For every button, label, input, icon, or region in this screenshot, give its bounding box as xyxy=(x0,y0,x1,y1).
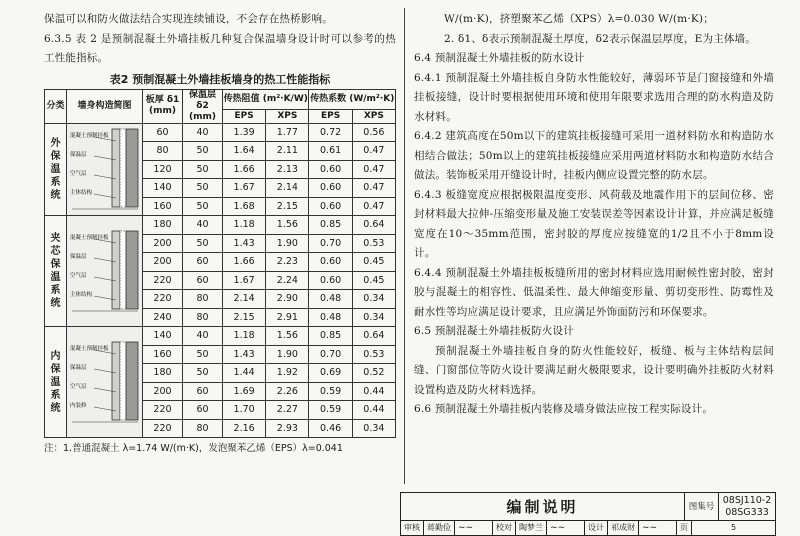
coef-xps-cell: 0.53 xyxy=(352,345,395,364)
thickness-cell: 180 xyxy=(143,364,183,383)
coef-xps-cell: 0.47 xyxy=(352,142,395,161)
resistance-eps-cell: 1.67 xyxy=(223,179,266,198)
col-sketch: 墙身构造简图 xyxy=(67,89,143,123)
sketch-label: 内装修 xyxy=(69,402,87,409)
sketch-label: 保温层 xyxy=(69,364,87,371)
insulation-cell: 40 xyxy=(183,327,223,346)
insulation-cell: 50 xyxy=(183,197,223,216)
sketch-label: 保温层 xyxy=(69,253,87,260)
reviewer-signature: ~~ xyxy=(455,521,493,535)
sub-xps: XPS xyxy=(266,109,309,123)
section-6-6: 6.6 预制混凝土外墙挂板内装修及墙身做法应按工程实际设计。 xyxy=(414,403,714,415)
resistance-xps-cell: 2.24 xyxy=(266,271,309,290)
coef-eps-cell: 0.72 xyxy=(309,123,352,142)
left-column xyxy=(44,10,396,456)
sketch-label: 主体结构 xyxy=(69,189,92,196)
insulation-cell: 40 xyxy=(183,216,223,235)
coef-xps-cell: 0.44 xyxy=(352,382,395,401)
category-char: 保 xyxy=(50,259,61,270)
paragraph-6-3-5: 6.3.5 表 2 是预制混凝土外墙挂板几种复合保温墙身设计时可以参考的热工性能指标。 xyxy=(44,32,396,64)
sketch-label: 保温层 xyxy=(69,151,87,158)
sketch-label: 混凝土预制挂板 xyxy=(69,234,109,241)
coef-xps-cell: 0.64 xyxy=(352,327,395,346)
col-coefficient: 传热系数 (W/m²·K) xyxy=(309,89,396,109)
resistance-eps-cell: 1.43 xyxy=(223,345,266,364)
col-insulation: 保温层 δ2 (mm) xyxy=(183,89,223,123)
atlas-number: 08SJ110-2 08SG333 xyxy=(722,495,772,518)
section-6-5: 6.5 预制混凝土外墙挂板防火设计 xyxy=(414,325,574,337)
coef-eps-cell: 0.60 xyxy=(309,271,352,290)
thickness-cell: 200 xyxy=(143,234,183,253)
coef-xps-cell: 0.44 xyxy=(352,401,395,420)
coef-xps-cell: 0.64 xyxy=(352,216,395,235)
resistance-eps-cell: 1.39 xyxy=(223,123,266,142)
coef-eps-cell: 0.60 xyxy=(309,197,352,216)
column-divider xyxy=(404,8,405,484)
resistance-eps-cell: 2.16 xyxy=(223,419,266,438)
resistance-xps-cell: 1.90 xyxy=(266,234,309,253)
col-resistance: 传热阻值 (m²·K/W) xyxy=(223,89,309,109)
insulation-cell: 50 xyxy=(183,160,223,179)
right-column xyxy=(414,10,774,420)
wall-section-sketch xyxy=(68,338,142,424)
category-char: 保 xyxy=(50,150,61,162)
table-row xyxy=(45,216,396,235)
sketch-label: 空气层 xyxy=(69,170,87,177)
resistance-xps-cell: 1.92 xyxy=(266,364,309,383)
note-continuation: W/(m·K)，挤塑聚苯乙烯（XPS）λ=0.030 W/(m·K)； xyxy=(444,13,714,25)
table-note: 注：1.普通混凝土 λ=1.74 W/(m·K)，发泡聚苯乙烯（EPS）λ=0.041 xyxy=(44,443,343,454)
insulation-cell: 60 xyxy=(183,271,223,290)
sketch-label: 混凝土预制挂板 xyxy=(69,345,109,352)
coef-eps-cell: 0.60 xyxy=(309,253,352,272)
table-row xyxy=(45,123,396,142)
category-char: 夹 xyxy=(50,233,61,244)
section-6-5-body: 预制混凝土外墙挂板自身的防火性能较好，板缝、板与主体结构层间缝、门窗部位等防火设计要满足耐火极限要求，设计要明确外挂板防火材料设置构造及防火材料选择。 xyxy=(414,344,774,396)
coef-eps-cell: 0.60 xyxy=(309,160,352,179)
sketch-label: 空气层 xyxy=(69,272,87,279)
resistance-xps-cell: 1.56 xyxy=(266,327,309,346)
coef-xps-cell: 0.34 xyxy=(352,308,395,327)
coef-xps-cell: 0.52 xyxy=(352,364,395,383)
reviewer-name: 蒋勤俭 xyxy=(424,521,455,535)
category-char: 内 xyxy=(50,350,61,362)
thermal-table xyxy=(44,89,396,439)
insulation-cell: 40 xyxy=(183,123,223,142)
insulation-cell: 60 xyxy=(183,253,223,272)
sketch-cell xyxy=(67,216,143,327)
resistance-xps-cell: 2.14 xyxy=(266,179,309,198)
thickness-cell: 220 xyxy=(143,290,183,309)
resistance-xps-cell: 1.56 xyxy=(266,216,309,235)
coef-xps-cell: 0.47 xyxy=(352,179,395,198)
insulation-cell: 50 xyxy=(183,364,223,383)
thickness-cell: 60 xyxy=(143,123,183,142)
thickness-cell: 240 xyxy=(143,308,183,327)
coef-eps-cell: 0.48 xyxy=(309,308,352,327)
wall-section-sketch xyxy=(68,125,142,211)
table-body xyxy=(45,123,396,438)
checker-signature: ~~ xyxy=(547,521,585,535)
coef-xps-cell: 0.56 xyxy=(352,123,395,142)
table-row xyxy=(45,327,396,346)
category-char: 保 xyxy=(50,363,61,375)
review-label: 审核 xyxy=(401,521,424,535)
resistance-eps-cell: 1.68 xyxy=(223,197,266,216)
resistance-xps-cell: 2.93 xyxy=(266,419,309,438)
paragraph: 保温可以和防火做法结合实现连续铺设，不会存在热桥影响。 xyxy=(44,13,333,25)
sketch-label: 主体结构 xyxy=(69,291,92,298)
category-char: 统 xyxy=(50,298,61,309)
signature-row xyxy=(401,521,775,535)
sheet-title: 编制说明 xyxy=(401,493,685,520)
resistance-eps-cell: 2.14 xyxy=(223,290,266,309)
coef-xps-cell: 0.45 xyxy=(352,271,395,290)
coef-xps-cell: 0.47 xyxy=(352,160,395,179)
table-header-row xyxy=(45,89,396,109)
thickness-cell: 80 xyxy=(143,142,183,161)
section-6-4-2: 6.4.2 建筑高度在50m以下的建筑挂板接缝可采用一道材料防水和构造防水相结合做法；50m以上的建筑挂板接缝应采用两道材料防水和构造防水结合做法。装饰板采用开缝设计时，挂板内侧应设置完整的防水层。 xyxy=(414,130,774,181)
coef-xps-cell: 0.53 xyxy=(352,234,395,253)
resistance-xps-cell: 2.23 xyxy=(266,253,309,272)
atlas-label: 图集号 xyxy=(685,493,719,520)
category-char: 系 xyxy=(50,285,61,296)
sub-eps: EPS xyxy=(223,109,266,123)
category-char: 系 xyxy=(50,389,61,401)
coef-eps-cell: 0.70 xyxy=(309,234,352,253)
resistance-eps-cell: 1.67 xyxy=(223,271,266,290)
insulation-cell: 80 xyxy=(183,290,223,309)
designer-name: 祁成财 xyxy=(608,521,639,535)
insulation-cell: 50 xyxy=(183,179,223,198)
category-char: 温 xyxy=(50,376,61,388)
sketch-label: 混凝土预制挂板 xyxy=(69,132,109,139)
resistance-eps-cell: 1.43 xyxy=(223,234,266,253)
sketch-cell xyxy=(67,123,143,216)
coef-eps-cell: 0.61 xyxy=(309,142,352,161)
coef-eps-cell: 0.70 xyxy=(309,345,352,364)
category-char: 温 xyxy=(50,163,61,175)
insulation-cell: 50 xyxy=(183,345,223,364)
resistance-eps-cell: 1.66 xyxy=(223,160,266,179)
sketch-label: 空气层 xyxy=(69,383,87,390)
resistance-eps-cell: 1.64 xyxy=(223,142,266,161)
resistance-eps-cell: 1.70 xyxy=(223,401,266,420)
sub-xps: XPS xyxy=(352,109,395,123)
category-char: 统 xyxy=(50,189,61,201)
resistance-eps-cell: 1.66 xyxy=(223,253,266,272)
thickness-cell: 220 xyxy=(143,401,183,420)
category-char: 温 xyxy=(50,272,61,283)
title-block xyxy=(400,492,776,536)
resistance-xps-cell: 1.77 xyxy=(266,123,309,142)
coef-eps-cell: 0.48 xyxy=(309,290,352,309)
coef-eps-cell: 0.59 xyxy=(309,382,352,401)
category-cell xyxy=(45,123,67,216)
sub-eps: EPS xyxy=(309,109,352,123)
check-label: 校对 xyxy=(493,521,516,535)
resistance-xps-cell: 2.15 xyxy=(266,197,309,216)
col-category: 分类 xyxy=(45,89,67,123)
designer-signature: ~~ xyxy=(639,521,677,535)
resistance-xps-cell: 2.91 xyxy=(266,308,309,327)
category-char: 统 xyxy=(50,402,61,414)
col-thickness: 板厚 δ1 (mm) xyxy=(143,89,183,123)
thickness-cell: 160 xyxy=(143,197,183,216)
resistance-xps-cell: 2.27 xyxy=(266,401,309,420)
resistance-xps-cell: 1.90 xyxy=(266,345,309,364)
coef-eps-cell: 0.85 xyxy=(309,327,352,346)
coef-eps-cell: 0.46 xyxy=(309,419,352,438)
page-number: 5 xyxy=(730,523,737,532)
resistance-eps-cell: 1.18 xyxy=(223,216,266,235)
section-6-4-1: 6.4.1 预制混凝土外墙挂板自身防水性能较好，薄弱环节是门窗接缝和外墙挂板接缝，设计时要根据使用环境和使用年限要求选用合理的防水构造及防水材料。 xyxy=(414,71,774,123)
resistance-xps-cell: 2.90 xyxy=(266,290,309,309)
category-char: 芯 xyxy=(50,246,61,257)
insulation-cell: 50 xyxy=(183,234,223,253)
insulation-cell: 60 xyxy=(183,401,223,420)
design-label: 设计 xyxy=(585,521,608,535)
coef-eps-cell: 0.60 xyxy=(309,179,352,198)
category-cell xyxy=(45,216,67,327)
coef-xps-cell: 0.34 xyxy=(352,419,395,438)
thickness-cell: 140 xyxy=(143,179,183,198)
resistance-eps-cell: 2.15 xyxy=(223,308,266,327)
resistance-xps-cell: 2.11 xyxy=(266,142,309,161)
resistance-eps-cell: 1.44 xyxy=(223,364,266,383)
category-char: 系 xyxy=(50,176,61,188)
resistance-xps-cell: 2.13 xyxy=(266,160,309,179)
resistance-eps-cell: 1.69 xyxy=(223,382,266,401)
coef-xps-cell: 0.47 xyxy=(352,197,395,216)
thickness-cell: 220 xyxy=(143,271,183,290)
section-6-4-4: 6.4.4 预制混凝土外墙挂板板缝所用的密封材料应选用耐候性密封胶，密封胶与混凝土的相容性、低温柔性、最大伸缩变形量、剪切变形性、防霉性及耐水性等均应满足设计要求，且应满足外饰面防污和环保要求。 xyxy=(414,266,774,318)
coef-eps-cell: 0.69 xyxy=(309,364,352,383)
resistance-eps-cell: 1.18 xyxy=(223,327,266,346)
insulation-cell: 80 xyxy=(183,308,223,327)
thickness-cell: 200 xyxy=(143,382,183,401)
note-continuation-2: 2. δ1、δ表示预制混凝土厚度，δ2表示保温层厚度，E为主体墙。 xyxy=(444,32,756,45)
insulation-cell: 80 xyxy=(183,419,223,438)
thickness-cell: 220 xyxy=(143,419,183,438)
category-char: 外 xyxy=(50,137,61,149)
thickness-cell: 140 xyxy=(143,327,183,346)
insulation-cell: 60 xyxy=(183,382,223,401)
section-6-4: 6.4 预制混凝土外墙挂板的防水设计 xyxy=(414,52,585,64)
coef-eps-cell: 0.85 xyxy=(309,216,352,235)
page-label: 页 xyxy=(677,521,692,535)
thickness-cell: 200 xyxy=(143,253,183,272)
insulation-cell: 50 xyxy=(183,142,223,161)
category-cell xyxy=(45,327,67,438)
coef-eps-cell: 0.59 xyxy=(309,401,352,420)
resistance-xps-cell: 2.26 xyxy=(266,382,309,401)
table-title: 表2 预制混凝土外墙挂板墙身的热工性能指标 xyxy=(109,72,331,86)
sketch-cell xyxy=(67,327,143,438)
thickness-cell: 160 xyxy=(143,345,183,364)
coef-xps-cell: 0.45 xyxy=(352,253,395,272)
thickness-cell: 120 xyxy=(143,160,183,179)
coef-xps-cell: 0.34 xyxy=(352,290,395,309)
checker-name: 陶梦兰 xyxy=(516,521,547,535)
thickness-cell: 180 xyxy=(143,216,183,235)
wall-section-sketch xyxy=(68,227,142,313)
section-6-4-3: 6.4.3 板缝宽度应根据极限温度变形、风荷载及地震作用下的层间位移、密封材料最大拉伸-压缩变形量及施工安装误差等因素设计计算，并应满足板缝宽度在10～35mm范围，密封胶的厚度应按缝宽的1/2且不小于8mm设计。 xyxy=(414,188,774,259)
